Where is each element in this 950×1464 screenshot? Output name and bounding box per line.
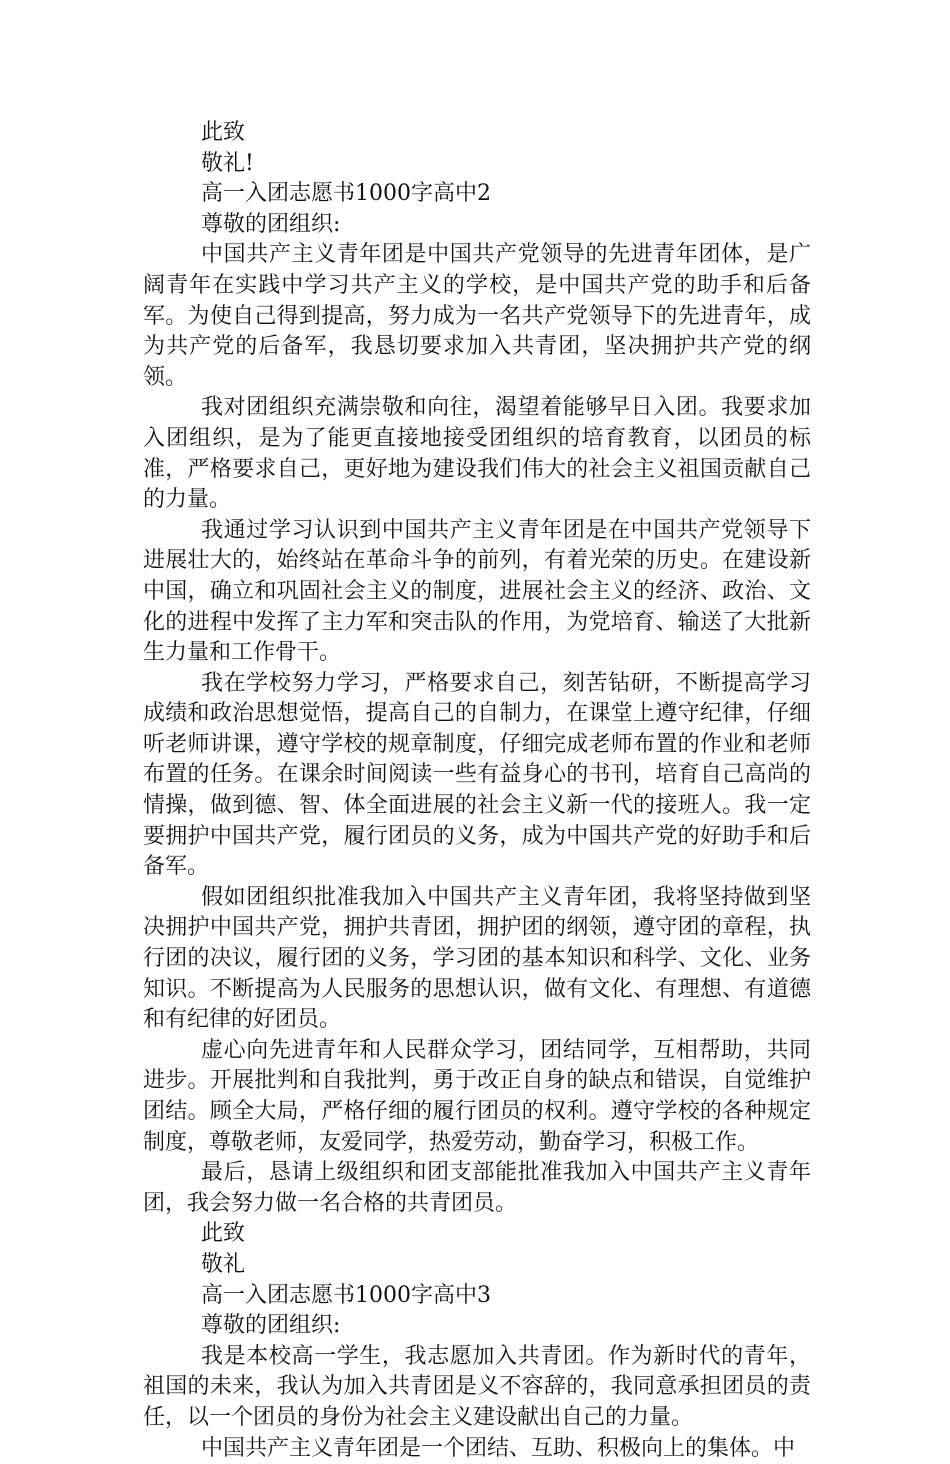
closing-regards: 敬礼 [201,1251,246,1277]
closing-regards: 敬礼! [201,150,254,176]
section-title: 高一入团志愿书1000字高中2 [201,181,491,207]
greeting: 尊敬的团组织: [201,211,341,237]
paragraph: 虚心向先进青年和人民群众学习，团结同学，互相帮助，共同进步。开展批判和自我批判，勇于改正自身的缺点和错误，自觉维护团结。顾全大局，严格仔细的履行团员的权利。遵守学校的各种规定制度，尊敬老师，友爱同学，热爱劳动，勤奋学习，积极工作。 [143,1037,811,1155]
closing-salutation: 此致 [201,120,246,145]
closing-salutation: 此致 [201,1221,246,1247]
paragraph: 我通过学习认识到中国共产主义青年团是在中国共产党领导下进展壮大的，始终站在革命斗争的前列，有着光荣的历史。在建设新中国，确立和巩固社会主义的制度，进展社会主义的经济、政治、文化的进程中发挥了主力军和突击队的作用，为党培育、输送了大批新生力量和工作骨干。 [143,517,811,666]
document-body [143,118,811,1464]
paragraph: 中国共产主义青年团是一个团结、互助、积极向上的集体。中 [201,1435,796,1461]
paragraph: 我是本校高一学生，我志愿加入共青团。作为新时代的青年，祖国的未来，我认为加入共青团是义不容辞的，我同意承担团员的责任，以一个团员的身份为社会主义建设献出自己的力量。 [143,1343,811,1430]
greeting: 尊敬的团组织: [201,1313,341,1339]
section-title: 高一入团志愿书1000字高中3 [201,1282,491,1308]
paragraph: 我对团组织充满崇敬和向往，渴望着能够早日入团。我要求加入团组织，是为了能更直接地接受团组织的培育教育，以团员的标准，严格要求自己，更好地为建设我们伟大的社会主义祖国贡献自己的力量。 [143,395,811,513]
paragraph: 我在学校努力学习，严格要求自己，刻苦钻研，不断提高学习成绩和政治思想觉悟，提高自己的自制力，在课堂上遵守纪律，仔细听老师讲课，遵守学校的规章制度，仔细完成老师布置的作业和老师布置的任务。在课余时间阅读一些有益身心的书刊，培育自己高尚的情操，做到德、智、体全面进展的社会主义新一代的接班人。我一定要拥护中国共产党，履行团员的义务，成为中国共产党的好助手和后备军。 [143,670,811,880]
paragraph: 中国共产主义青年团是中国共产党领导的先进青年团体，是广阔青年在实践中学习共产主义的学校，是中国共产党的助手和后备军。为使自己得到提高，努力成为一名共产党领导下的先进青年，成为共产党的后备军，我恳切要求加入共青团，坚决拥护共产党的纲领。 [143,242,811,390]
paragraph: 最后，恳请上级组织和团支部能批准我加入中国共产主义青年团，我会努力做一名合格的共青团员。 [143,1160,811,1216]
paragraph: 假如团组织批准我加入中国共产主义青年团，我将坚持做到坚决拥护中国共产党，拥护共青团，拥护团的纲领，遵守团的章程，执行团的决议，履行团的义务，学习团的基本知识和科学、文化、业务知识。不断提高为人民服务的思想认识，做有文化、有理想、有道德和有纪律的好团员。 [143,884,811,1033]
